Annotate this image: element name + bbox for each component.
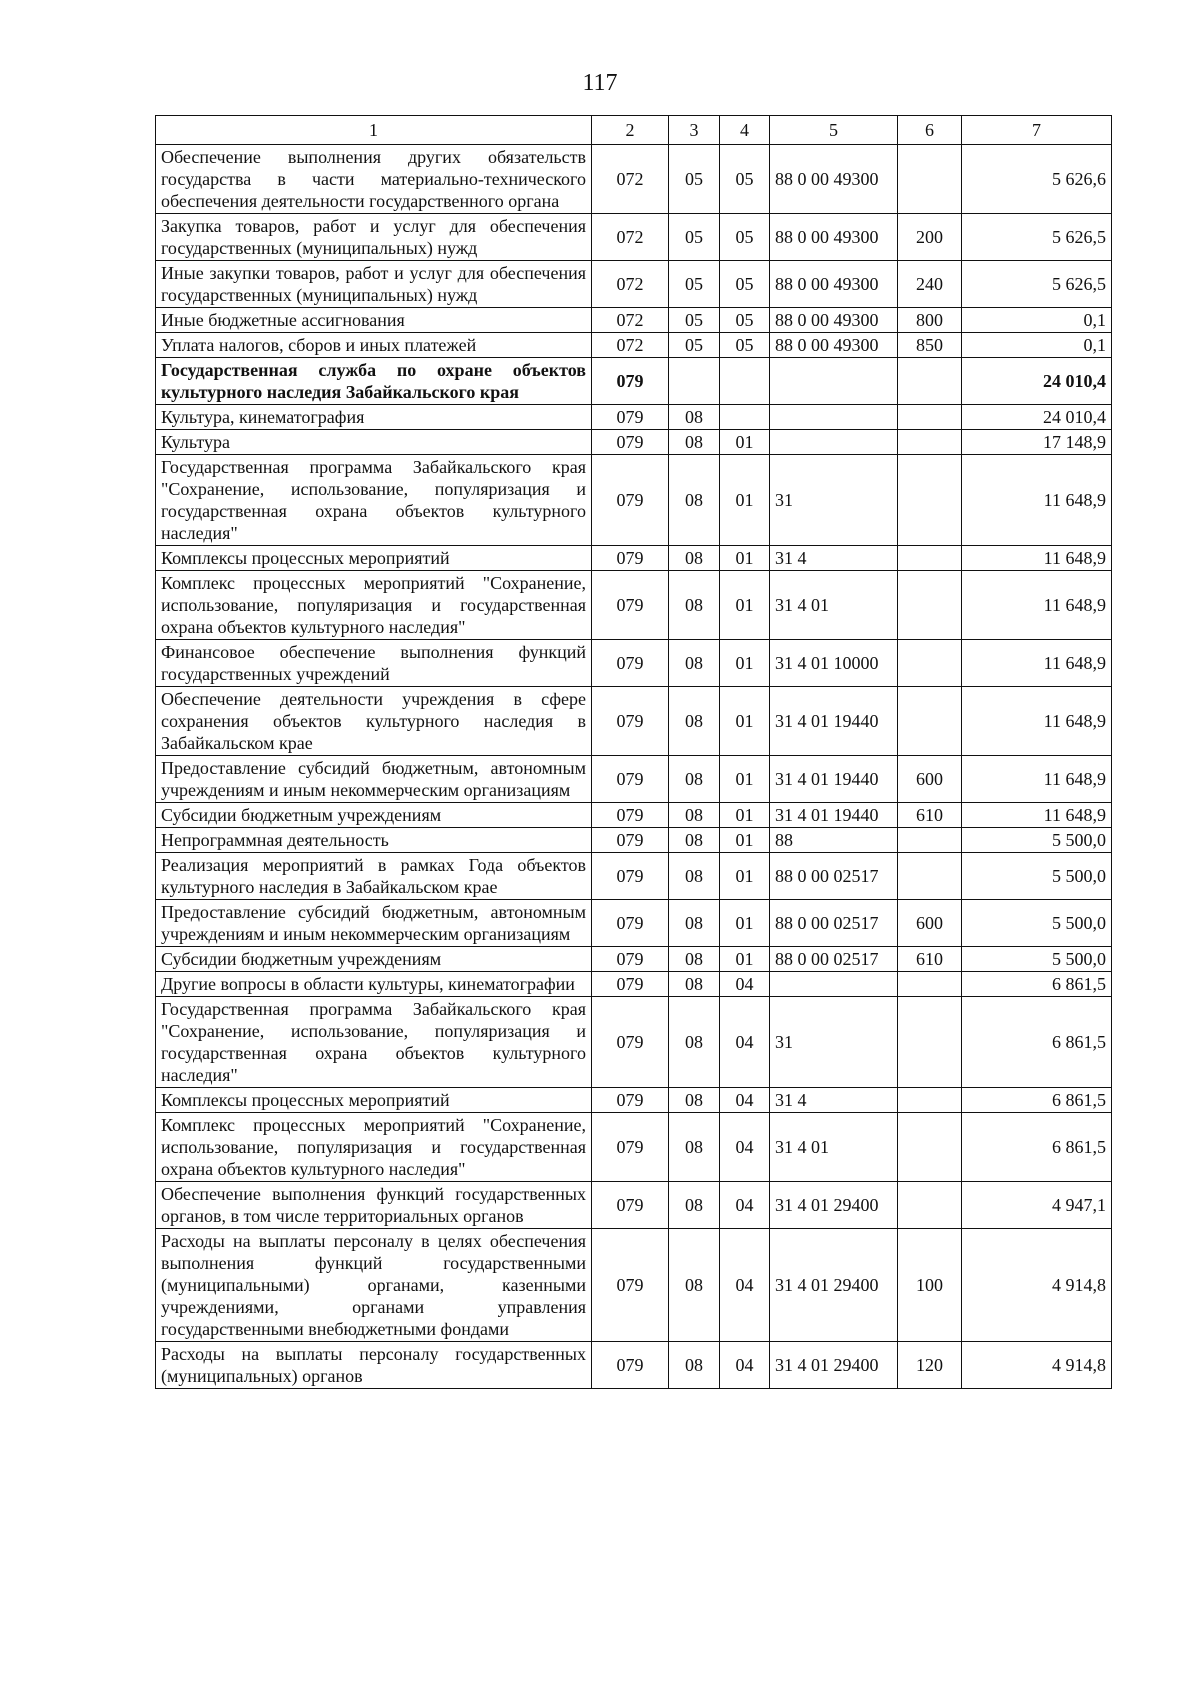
column-header: 2 <box>592 116 669 145</box>
row-subsection-cell: 01 <box>720 687 770 756</box>
row-subsection-cell: 01 <box>720 571 770 640</box>
row-subsection-cell: 05 <box>720 214 770 261</box>
row-amount-cell: 4 914,8 <box>962 1229 1112 1342</box>
row-target-article-cell <box>770 430 898 455</box>
row-target-article-cell: 31 4 01 19440 <box>770 756 898 803</box>
row-expense-type-cell <box>898 1113 962 1182</box>
row-expense-type-cell <box>898 1088 962 1113</box>
row-target-article-cell: 88 0 00 49300 <box>770 333 898 358</box>
row-subsection-cell: 05 <box>720 145 770 214</box>
row-target-article-cell <box>770 405 898 430</box>
row-amount-cell: 11 648,9 <box>962 546 1112 571</box>
row-subsection-cell: 04 <box>720 1229 770 1342</box>
row-section-cell: 08 <box>669 803 720 828</box>
row-subsection-cell: 05 <box>720 333 770 358</box>
table-row <box>156 997 1112 1088</box>
row-subsection-cell: 01 <box>720 853 770 900</box>
row-target-article-cell: 31 4 01 29400 <box>770 1342 898 1389</box>
row-section-cell <box>669 358 720 405</box>
table-row <box>156 405 1112 430</box>
row-code-cell: 079 <box>592 455 669 546</box>
row-amount-cell: 5 500,0 <box>962 947 1112 972</box>
row-code-cell: 072 <box>592 214 669 261</box>
row-code-cell: 079 <box>592 997 669 1088</box>
table-row <box>156 640 1112 687</box>
table-row <box>156 333 1112 358</box>
row-expense-type-cell <box>898 145 962 214</box>
row-name-cell: Расходы на выплаты персоналу в целях обеспечения выполнения функций государственными (муниципальными) органами, казенными учреждениями, органами управления государственными внебюджетными фондами <box>156 1229 592 1342</box>
row-subsection-cell: 04 <box>720 1088 770 1113</box>
row-section-cell: 05 <box>669 214 720 261</box>
row-name-cell: Комплекс процессных мероприятий "Сохранение, использование, популяризация и государственная охрана объектов культурного наследия" <box>156 1113 592 1182</box>
row-subsection-cell: 04 <box>720 1182 770 1229</box>
row-code-cell: 079 <box>592 546 669 571</box>
row-subsection-cell: 01 <box>720 756 770 803</box>
row-section-cell: 05 <box>669 145 720 214</box>
row-expense-type-cell: 800 <box>898 308 962 333</box>
table-row <box>156 1088 1112 1113</box>
row-amount-cell: 5 500,0 <box>962 853 1112 900</box>
row-code-cell: 072 <box>592 145 669 214</box>
row-name-cell: Предоставление субсидий бюджетным, автономным учреждениям и иным некоммерческим организациям <box>156 756 592 803</box>
row-expense-type-cell <box>898 687 962 756</box>
row-amount-cell: 6 861,5 <box>962 997 1112 1088</box>
row-code-cell: 072 <box>592 333 669 358</box>
row-name-cell: Субсидии бюджетным учреждениям <box>156 803 592 828</box>
table-row <box>156 1229 1112 1342</box>
row-target-article-cell: 88 0 00 02517 <box>770 947 898 972</box>
row-target-article-cell: 31 <box>770 455 898 546</box>
row-target-article-cell: 31 4 <box>770 546 898 571</box>
table-row <box>156 455 1112 546</box>
table-row <box>156 358 1112 405</box>
row-amount-cell: 5 500,0 <box>962 900 1112 947</box>
row-section-cell: 08 <box>669 546 720 571</box>
row-subsection-cell: 04 <box>720 972 770 997</box>
row-expense-type-cell <box>898 405 962 430</box>
row-name-cell: Уплата налогов, сборов и иных платежей <box>156 333 592 358</box>
row-amount-cell: 6 861,5 <box>962 1113 1112 1182</box>
row-target-article-cell: 31 4 <box>770 1088 898 1113</box>
row-name-cell: Обеспечение выполнения функций государственных органов, в том числе территориальных органов <box>156 1182 592 1229</box>
row-name-cell: Государственная служба по охране объектов культурного наследия Забайкальского края <box>156 358 592 405</box>
row-amount-cell: 11 648,9 <box>962 687 1112 756</box>
table-row <box>156 853 1112 900</box>
row-amount-cell: 0,1 <box>962 333 1112 358</box>
row-name-cell: Иные закупки товаров, работ и услуг для обеспечения государственных (муниципальных) нужд <box>156 261 592 308</box>
row-section-cell: 08 <box>669 828 720 853</box>
table-row <box>156 1182 1112 1229</box>
table-row <box>156 261 1112 308</box>
row-section-cell: 08 <box>669 430 720 455</box>
row-name-cell: Комплексы процессных мероприятий <box>156 546 592 571</box>
row-expense-type-cell <box>898 571 962 640</box>
row-expense-type-cell <box>898 546 962 571</box>
row-amount-cell: 5 626,5 <box>962 214 1112 261</box>
row-section-cell: 08 <box>669 853 720 900</box>
row-subsection-cell: 01 <box>720 640 770 687</box>
row-target-article-cell: 31 4 01 19440 <box>770 803 898 828</box>
row-subsection-cell: 01 <box>720 430 770 455</box>
table-row <box>156 828 1112 853</box>
row-name-cell: Реализация мероприятий в рамках Года объектов культурного наследия в Забайкальском крае <box>156 853 592 900</box>
row-code-cell: 072 <box>592 261 669 308</box>
row-amount-cell: 5 626,6 <box>962 145 1112 214</box>
row-code-cell: 079 <box>592 640 669 687</box>
row-subsection-cell: 04 <box>720 1342 770 1389</box>
row-section-cell: 08 <box>669 756 720 803</box>
row-name-cell: Предоставление субсидий бюджетным, автономным учреждениям и иным некоммерческим организациям <box>156 900 592 947</box>
row-name-cell: Государственная программа Забайкальского края "Сохранение, использование, популяризация и государственная охрана объектов культурного наследия" <box>156 455 592 546</box>
row-section-cell: 08 <box>669 571 720 640</box>
row-target-article-cell <box>770 972 898 997</box>
row-code-cell: 079 <box>592 972 669 997</box>
row-expense-type-cell: 120 <box>898 1342 962 1389</box>
row-expense-type-cell <box>898 430 962 455</box>
table-row <box>156 571 1112 640</box>
row-expense-type-cell <box>898 853 962 900</box>
row-name-cell: Иные бюджетные ассигнования <box>156 308 592 333</box>
column-header: 4 <box>720 116 770 145</box>
row-code-cell: 079 <box>592 828 669 853</box>
table-row <box>156 546 1112 571</box>
row-expense-type-cell <box>898 972 962 997</box>
row-amount-cell: 11 648,9 <box>962 455 1112 546</box>
row-expense-type-cell <box>898 640 962 687</box>
table-row <box>156 1342 1112 1389</box>
row-section-cell: 08 <box>669 972 720 997</box>
row-amount-cell: 5 626,5 <box>962 261 1112 308</box>
row-subsection-cell: 01 <box>720 803 770 828</box>
table-row <box>156 756 1112 803</box>
row-name-cell: Обеспечение деятельности учреждения в сфере сохранения объектов культурного наследия в Забайкальском крае <box>156 687 592 756</box>
row-code-cell: 079 <box>592 853 669 900</box>
row-amount-cell: 17 148,9 <box>962 430 1112 455</box>
row-section-cell: 08 <box>669 1182 720 1229</box>
row-code-cell: 079 <box>592 756 669 803</box>
row-subsection-cell: 01 <box>720 455 770 546</box>
row-expense-type-cell <box>898 455 962 546</box>
row-target-article-cell: 31 4 01 <box>770 1113 898 1182</box>
row-amount-cell: 11 648,9 <box>962 803 1112 828</box>
table-row <box>156 972 1112 997</box>
row-expense-type-cell: 850 <box>898 333 962 358</box>
row-name-cell: Закупка товаров, работ и услуг для обеспечения государственных (муниципальных) нужд <box>156 214 592 261</box>
row-subsection-cell: 01 <box>720 900 770 947</box>
row-code-cell: 072 <box>592 308 669 333</box>
row-expense-type-cell <box>898 1182 962 1229</box>
row-amount-cell: 5 500,0 <box>962 828 1112 853</box>
row-subsection-cell: 04 <box>720 1113 770 1182</box>
row-subsection-cell: 01 <box>720 828 770 853</box>
row-code-cell: 079 <box>592 405 669 430</box>
row-section-cell: 05 <box>669 261 720 308</box>
row-section-cell: 08 <box>669 455 720 546</box>
row-name-cell: Расходы на выплаты персоналу государственных (муниципальных) органов <box>156 1342 592 1389</box>
row-target-article-cell: 88 0 00 49300 <box>770 145 898 214</box>
row-subsection-cell: 01 <box>720 546 770 571</box>
row-subsection-cell <box>720 358 770 405</box>
row-expense-type-cell: 200 <box>898 214 962 261</box>
row-section-cell: 08 <box>669 997 720 1088</box>
row-code-cell: 079 <box>592 358 669 405</box>
row-section-cell: 08 <box>669 1088 720 1113</box>
row-subsection-cell: 05 <box>720 308 770 333</box>
row-code-cell: 079 <box>592 1229 669 1342</box>
row-expense-type-cell <box>898 828 962 853</box>
row-code-cell: 079 <box>592 900 669 947</box>
row-target-article-cell: 88 0 00 02517 <box>770 900 898 947</box>
row-section-cell: 05 <box>669 333 720 358</box>
table-row <box>156 803 1112 828</box>
column-header: 5 <box>770 116 898 145</box>
row-section-cell: 05 <box>669 308 720 333</box>
row-section-cell: 08 <box>669 1342 720 1389</box>
row-target-article-cell: 88 0 00 49300 <box>770 261 898 308</box>
row-amount-cell: 11 648,9 <box>962 756 1112 803</box>
row-name-cell: Культура <box>156 430 592 455</box>
row-expense-type-cell <box>898 358 962 405</box>
table-row <box>156 430 1112 455</box>
table-row <box>156 900 1112 947</box>
row-target-article-cell: 88 0 00 02517 <box>770 853 898 900</box>
row-target-article-cell: 88 0 00 49300 <box>770 308 898 333</box>
row-name-cell: Комплекс процессных мероприятий "Сохранение, использование, популяризация и государственная охрана объектов культурного наследия" <box>156 571 592 640</box>
row-section-cell: 08 <box>669 687 720 756</box>
row-code-cell: 079 <box>592 947 669 972</box>
column-header: 3 <box>669 116 720 145</box>
row-section-cell: 08 <box>669 640 720 687</box>
row-target-article-cell: 31 4 01 10000 <box>770 640 898 687</box>
table-body <box>156 145 1112 1389</box>
row-section-cell: 08 <box>669 1113 720 1182</box>
table-row <box>156 1113 1112 1182</box>
row-section-cell: 08 <box>669 1229 720 1342</box>
row-expense-type-cell: 610 <box>898 803 962 828</box>
budget-table <box>155 115 1112 1389</box>
row-code-cell: 079 <box>592 1182 669 1229</box>
row-name-cell: Культура, кинематография <box>156 405 592 430</box>
row-amount-cell: 24 010,4 <box>962 358 1112 405</box>
column-header: 7 <box>962 116 1112 145</box>
row-target-article-cell: 88 <box>770 828 898 853</box>
table-row <box>156 947 1112 972</box>
row-expense-type-cell: 240 <box>898 261 962 308</box>
row-target-article-cell: 88 0 00 49300 <box>770 214 898 261</box>
row-amount-cell: 4 914,8 <box>962 1342 1112 1389</box>
row-subsection-cell: 05 <box>720 261 770 308</box>
row-code-cell: 079 <box>592 1088 669 1113</box>
row-amount-cell: 24 010,4 <box>962 405 1112 430</box>
row-amount-cell: 6 861,5 <box>962 1088 1112 1113</box>
column-header: 1 <box>156 116 592 145</box>
row-name-cell: Финансовое обеспечение выполнения функций государственных учреждений <box>156 640 592 687</box>
row-name-cell: Другие вопросы в области культуры, кинематографии <box>156 972 592 997</box>
row-name-cell: Государственная программа Забайкальского края "Сохранение, использование, популяризация и государственная охрана объектов культурного наследия" <box>156 997 592 1088</box>
row-target-article-cell: 31 4 01 29400 <box>770 1182 898 1229</box>
row-section-cell: 08 <box>669 405 720 430</box>
row-code-cell: 079 <box>592 1113 669 1182</box>
row-target-article-cell: 31 4 01 <box>770 571 898 640</box>
row-amount-cell: 0,1 <box>962 308 1112 333</box>
table-row <box>156 214 1112 261</box>
row-target-article-cell: 31 4 01 29400 <box>770 1229 898 1342</box>
row-code-cell: 079 <box>592 1342 669 1389</box>
row-amount-cell: 6 861,5 <box>962 972 1112 997</box>
table-row <box>156 308 1112 333</box>
row-name-cell: Комплексы процессных мероприятий <box>156 1088 592 1113</box>
column-header: 6 <box>898 116 962 145</box>
row-target-article-cell <box>770 358 898 405</box>
row-expense-type-cell: 600 <box>898 756 962 803</box>
table-row <box>156 687 1112 756</box>
row-expense-type-cell: 610 <box>898 947 962 972</box>
row-code-cell: 079 <box>592 571 669 640</box>
row-expense-type-cell: 100 <box>898 1229 962 1342</box>
row-amount-cell: 4 947,1 <box>962 1182 1112 1229</box>
page-number: 117 <box>582 70 618 96</box>
row-amount-cell: 11 648,9 <box>962 640 1112 687</box>
row-expense-type-cell <box>898 997 962 1088</box>
row-target-article-cell: 31 4 01 19440 <box>770 687 898 756</box>
row-expense-type-cell: 600 <box>898 900 962 947</box>
row-section-cell: 08 <box>669 947 720 972</box>
row-code-cell: 079 <box>592 803 669 828</box>
row-subsection-cell: 01 <box>720 947 770 972</box>
row-section-cell: 08 <box>669 900 720 947</box>
table-row <box>156 145 1112 214</box>
row-name-cell: Непрограммная деятельность <box>156 828 592 853</box>
row-amount-cell: 11 648,9 <box>962 571 1112 640</box>
row-target-article-cell: 31 <box>770 997 898 1088</box>
row-code-cell: 079 <box>592 687 669 756</box>
row-subsection-cell <box>720 405 770 430</box>
row-code-cell: 079 <box>592 430 669 455</box>
row-name-cell: Субсидии бюджетным учреждениям <box>156 947 592 972</box>
header-row <box>156 116 1112 145</box>
row-subsection-cell: 04 <box>720 997 770 1088</box>
row-name-cell: Обеспечение выполнения других обязательств государства в части материально-технического обеспечения деятельности государственного органа <box>156 145 592 214</box>
